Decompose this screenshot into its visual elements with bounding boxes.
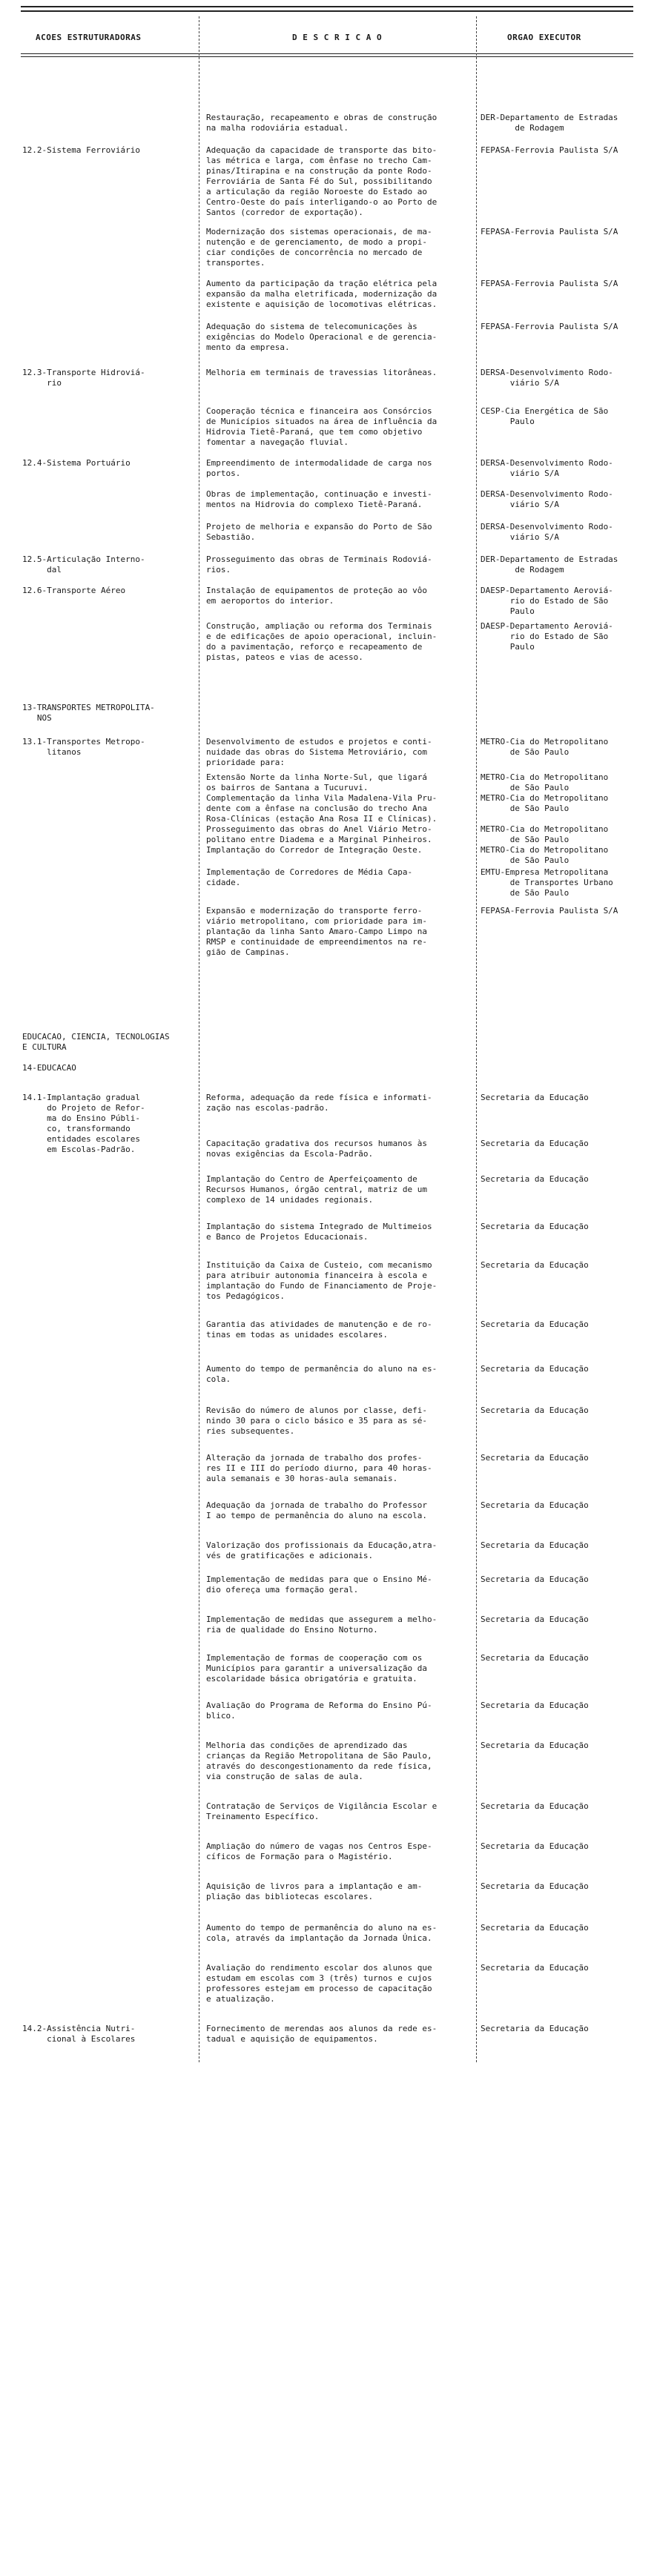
executor-cell: Secretaria da Educação (481, 1741, 589, 1750)
column-separator-2 (476, 16, 477, 2062)
executor-cell: Secretaria da Educação (481, 1801, 589, 1811)
description-cell: Fornecimento de merendas aos alunos da rede es- tadual e aquisição de equipamentos. (206, 2024, 438, 2044)
description-cell: Melhoria das condições de aprendizado das crianças da Região Metropolitana de São Paulo, através do descongestionamento da rede física, via construção de salas de aula. (206, 1741, 432, 1781)
description-cell: Empreendimento de intermodalidade de carga nos portos. (206, 458, 432, 478)
executor-cell: CESP-Cia Energética de São Paulo (481, 406, 609, 426)
executor-cell: FEPASA-Ferrovia Paulista S/A (481, 145, 618, 155)
description-cell: Adequação da jornada de trabalho do Professor I ao tempo de permanência do aluno na escola. (206, 1500, 428, 1520)
executor-cell: Secretaria da Educação (481, 1364, 589, 1374)
description-cell: Valorização dos profissionais da Educação,atra- vés de gratificações e adicionais. (206, 1540, 438, 1560)
executor-cell: Secretaria da Educação (481, 1174, 589, 1184)
executor-cell: DERSA-Desenvolvimento Rodo- viário S/A (481, 489, 613, 509)
header-descricao: D E S C R I C A O (292, 33, 383, 42)
description-cell: Capacitação gradativa dos recursos humanos às novas exigências da Escola-Padrão. (206, 1139, 428, 1159)
description-cell: Implementação de Corredores de Média Capa- cidade. (206, 867, 413, 887)
description-cell: Avaliação do Programa de Reforma do Ensino Pú- blico. (206, 1701, 432, 1721)
description-cell: Aquisição de livros para a implantação e am- pliação das bibliotecas escolares. (206, 1881, 423, 1901)
header-rule (21, 53, 633, 54)
executor-cell: Secretaria da Educação (481, 1615, 589, 1624)
description-cell: Modernização dos sistemas operacionais, de ma- nutenção e de gerenciamento, de modo a propi- ciar condições de concorrência no mercado de transportes. (206, 227, 432, 268)
description-cell: Construção, ampliação ou reforma dos Terminais e de edificações de apoio operacional, incluin- do a pavimentação, reforço e recapeamento de pistas, pateos e vias de acesso. (206, 621, 438, 662)
description-cell: Projeto de melhoria e expansão do Porto de São Sebastião. (206, 522, 432, 542)
top-double-rule (21, 6, 633, 7)
executor-cell: Secretaria da Educação (481, 1540, 589, 1550)
description-cell: Complementação da linha Vila Madalena-Vila Pru- dente com a ênfase na conclusão do trecho Ana Rosa-Clínicas (estação Ana Rosa II e Clínicas). (206, 793, 438, 824)
executor-cell: Secretaria da Educação (481, 1139, 589, 1148)
executor-cell: DAESP-Departamento Aeroviá- rio do Estado de São Paulo (481, 586, 613, 616)
executor-cell: Secretaria da Educação (481, 1963, 589, 1973)
executor-cell: DER-Departamento de Estradas de Rodagem (481, 113, 618, 133)
top-double-rule-inner (21, 10, 633, 12)
executor-cell: Secretaria da Educação (481, 1701, 589, 1710)
description-cell: Adequação do sistema de telecomunicações às exigências do Modelo Operacional e de gerencia- mento da empresa. (206, 322, 438, 352)
executor-cell: METRO-Cia do Metropolitano de São Paulo (481, 737, 609, 757)
executor-cell: FEPASA-Ferrovia Paulista S/A (481, 906, 618, 915)
description-cell: Implementação de medidas que assegurem a melho- ria de qualidade do Ensino Noturno. (206, 1615, 438, 1635)
description-cell: Expansão e modernização do transporte ferro- viário metropolitano, com prioridade para im- plantação da linha Santo Amaro-Campo Limpo na RMSP e continuidade de empreendimentos na re- gião de Campinas. (206, 906, 428, 957)
action-cell: 12.4-Sistema Portuário (22, 458, 131, 468)
executor-cell: Secretaria da Educação (481, 1405, 589, 1415)
description-cell: Ampliação do número de vagas nos Centros Espe- cíficos de Formação para o Magistério. (206, 1841, 432, 1861)
description-cell: Implantação do sistema Integrado de Multimeios e Banco de Projetos Educacionais. (206, 1222, 432, 1242)
description-cell: Prosseguimento das obras de Terminais Rodoviá- rios. (206, 554, 432, 575)
executor-cell: Secretaria da Educação (481, 1881, 589, 1891)
description-cell: Contratação de Serviços de Vigilância Escolar e Treinamento Específico. (206, 1801, 438, 1821)
executor-cell: METRO-Cia do Metropolitano de São Paulo (481, 793, 609, 813)
action-cell: 13.1-Transportes Metropo- litanos (22, 737, 145, 757)
description-cell: Desenvolvimento de estudos e projetos e conti- nuidade das obras do Sistema Metroviário, com prioridade para: (206, 737, 432, 767)
executor-cell: FEPASA-Ferrovia Paulista S/A (481, 279, 618, 288)
section-heading: EDUCACAO, CIENCIA, TECNOLOGIAS E CULTURA (22, 1032, 170, 1052)
executor-cell: Secretaria da Educação (481, 1500, 589, 1510)
executor-cell: Secretaria da Educação (481, 1320, 589, 1329)
executor-cell: Secretaria da Educação (481, 1222, 589, 1231)
description-cell: Revisão do número de alunos por classe, defi- nindo 30 para o ciclo básico e 35 para as sé- ries subsequentes. (206, 1405, 428, 1436)
description-cell: Avaliação do rendimento escolar dos alunos que estudam em escolas com 3 (três) turnos e cujos professores estejam em processo de capacitação e atualização. (206, 1963, 432, 2004)
section-heading: 13-TRANSPORTES METROPOLITA- NOS (22, 703, 155, 723)
description-cell: Melhoria em terminais de travessias litorâneas. (206, 368, 438, 377)
description-cell: Implantação do Centro de Aperfeiçoamento de Recursos Humanos, órgão central, matriz de um complexo de 14 unidades regionais. (206, 1174, 428, 1205)
action-cell: 12.5-Articulação Interno- dal (22, 554, 145, 575)
executor-cell: Secretaria da Educação (481, 1575, 589, 1584)
executor-cell: DAESP-Departamento Aeroviá- rio do Estado de São Paulo (481, 621, 613, 652)
description-cell: Instalação de equipamentos de proteção ao vôo em aeroportos do interior. (206, 586, 428, 606)
executor-cell: Secretaria da Educação (481, 1260, 589, 1270)
executor-cell: Secretaria da Educação (481, 1923, 589, 1933)
executor-cell: FEPASA-Ferrovia Paulista S/A (481, 322, 618, 331)
description-cell: Reforma, adequação da rede física e informati- zação nas escolas-padrão. (206, 1093, 432, 1113)
description-cell: Prosseguimento das obras do Anel Viário Metro- politano entre Diadema e a Marginal Pinheiros. (206, 824, 432, 844)
description-cell: Restauração, recapeamento e obras de construção na malha rodoviária estadual. (206, 113, 438, 133)
executor-cell: EMTU-Empresa Metropolitana de Transportes Urbano de São Paulo (481, 867, 613, 898)
executor-cell: DER-Departamento de Estradas de Rodagem (481, 554, 618, 575)
action-cell: 12.3-Transporte Hidroviá- rio (22, 368, 145, 388)
description-cell: Adequação da capacidade de transporte das bito- las métrica e larga, com ênfase no trecho Cam- pinas/Itirapina e na construção da ponte Rodo- Ferroviária de Santa Fé do Sul, possibilitando a articulação da região Noroeste do Estado ao Centro-Oeste do país interligando-o ao Porto de Santos (corredor de exportação). (206, 145, 438, 217)
description-cell: Implantação do Corredor de Integração Oeste. (206, 845, 423, 855)
executor-cell: METRO-Cia do Metropolitano de São Paulo (481, 772, 609, 792)
executor-cell: Secretaria da Educação (481, 1453, 589, 1463)
description-cell: Aumento do tempo de permanência do aluno na es- cola, através da implantação da Jornada Única. (206, 1923, 438, 1943)
executor-cell: METRO-Cia do Metropolitano de São Paulo (481, 824, 609, 844)
description-cell: Implementação de medidas para que o Ensino Mé- dio ofereça uma formação geral. (206, 1575, 432, 1595)
description-cell: Implementação de formas de cooperação com os Municípios para garantir a universalização da escolaridade básica obrigatória e gratuita. (206, 1653, 428, 1683)
executor-cell: Secretaria da Educação (481, 1653, 589, 1663)
header-orgao-executor: ORGAO EXECUTOR (507, 33, 581, 42)
description-cell: Garantia das atividades de manutenção e de ro- tinas em todas as unidades escolares. (206, 1320, 432, 1340)
executor-cell: DERSA-Desenvolvimento Rodo- viário S/A (481, 368, 613, 388)
description-cell: Aumento da participação da tração elétrica pela expansão da malha eletrificada, modernização da existente e aquisição de locomotivas elétricas. (206, 279, 438, 309)
executor-cell: DERSA-Desenvolvimento Rodo- viário S/A (481, 522, 613, 542)
description-cell: Instituição da Caixa de Custeio, com mecanismo para atribuir autonomia financeira à escola e implantação do Fundo de Financiamento de Proje- tos Pedagógicos. (206, 1260, 438, 1301)
executor-cell: Secretaria da Educação (481, 1841, 589, 1851)
executor-cell: DERSA-Desenvolvimento Rodo- viário S/A (481, 458, 613, 478)
header-rule-inner (21, 56, 633, 57)
action-cell: 12.2-Sistema Ferroviário (22, 145, 140, 155)
action-cell: 14.1-Implantação gradual do Projeto de Refor- ma do Ensino Públi- co, transformando entidades escolares em Escolas-Padrão. (22, 1093, 145, 1154)
executor-cell: METRO-Cia do Metropolitano de São Paulo (481, 845, 609, 865)
description-cell: Alteração da jornada de trabalho dos profes- res II e III do período diurno, para 40 horas- aula semanais e 30 horas-aula semanais. (206, 1453, 432, 1483)
section-heading: 14-EDUCACAO (22, 1063, 76, 1073)
description-cell: Obras de implementação, continuação e investi- mentos na Hidrovia do complexo Tietê-Paraná. (206, 489, 432, 509)
description-cell: Cooperação técnica e financeira aos Consórcios de Municípios situados na área de influência da Hidrovia Tietê-Paraná, que tem como objetivo fomentar a navegação fluvial. (206, 406, 438, 447)
executor-cell: FEPASA-Ferrovia Paulista S/A (481, 227, 618, 236)
description-cell: Aumento do tempo de permanência do aluno na es- cola. (206, 1364, 438, 1384)
action-cell: 14.2-Assistência Nutri- cional à Escolares (22, 2024, 136, 2044)
description-cell: Extensão Norte da linha Norte-Sul, que ligará os bairros de Santana a Tucuruvi. (206, 772, 428, 792)
executor-cell: Secretaria da Educação (481, 1093, 589, 1102)
executor-cell: Secretaria da Educação (481, 2024, 589, 2033)
header-acoes-estruturadoras: ACOES ESTRUTURADORAS (36, 33, 142, 42)
action-cell: 12.6-Transporte Aéreo (22, 586, 126, 595)
